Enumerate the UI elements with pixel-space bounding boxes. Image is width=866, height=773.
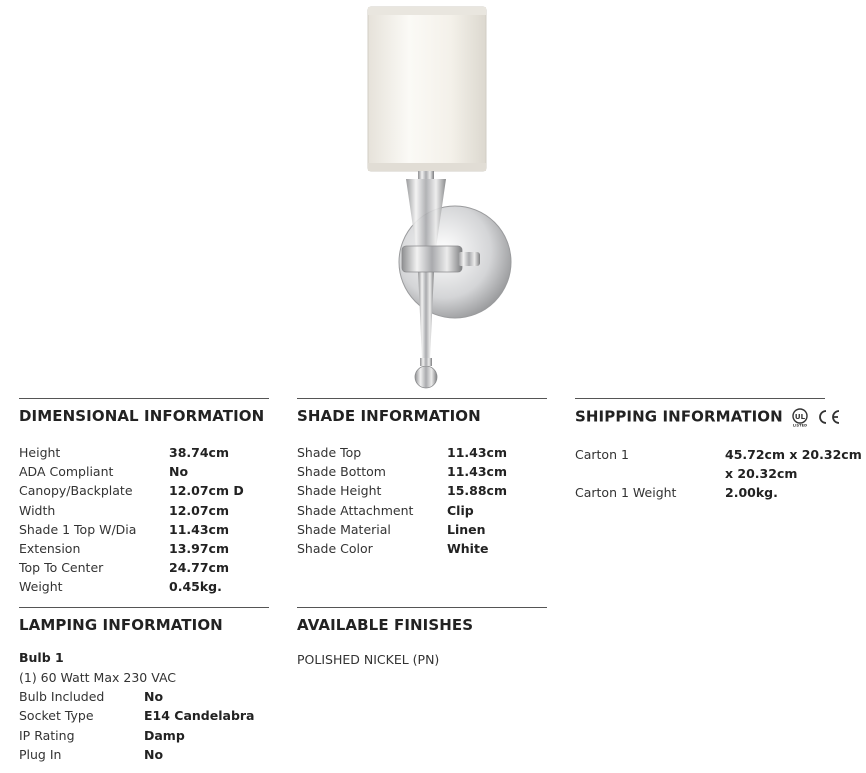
- shipping-title: [575, 407, 825, 427]
- spec-label: Shade Color: [297, 540, 373, 556]
- spec-row: [575, 445, 862, 464]
- spec-row: [19, 443, 269, 462]
- ul-listed-icon: [793, 409, 807, 427]
- spec-value: No: [144, 746, 164, 762]
- spec-value: Linen: [447, 521, 486, 537]
- spec-label: IP Rating: [19, 727, 75, 743]
- spec-value: 2.00kg.: [725, 485, 778, 501]
- spec-row: [19, 481, 269, 500]
- spec-label: Shade Top: [297, 445, 362, 460]
- spec-label: Canopy/Backplate: [19, 483, 133, 499]
- spec-label: ADA Compliant: [19, 464, 114, 480]
- lamping-title: LAMPING INFORMATION: [19, 616, 223, 634]
- spec-row: [297, 443, 547, 462]
- spec-value: 45.72cm x 20.32cm: [725, 447, 862, 462]
- spec-value: White: [447, 540, 489, 556]
- svg-text:UL: UL: [794, 413, 805, 421]
- spec-value: 11.43cm: [169, 521, 229, 537]
- spec-label: Bulb Included: [19, 689, 105, 705]
- shipping-rows: [575, 445, 862, 503]
- spec-label: Shade Material: [297, 521, 391, 537]
- certification-icons: [789, 407, 845, 427]
- spec-value: 11.43cm: [447, 464, 507, 480]
- bulb-title: Bulb 1: [19, 650, 64, 665]
- spec-row: [297, 501, 547, 520]
- spec-value: 12.07cm D: [169, 483, 244, 499]
- spec-row: [19, 706, 269, 725]
- spec-row: [19, 726, 269, 745]
- spec-row: [19, 745, 269, 764]
- svg-text:LISTED: LISTED: [792, 423, 807, 427]
- dimensional-title: DIMENSIONAL INFORMATION: [19, 407, 265, 425]
- shade-title: SHADE INFORMATION: [297, 407, 481, 425]
- lamping-rows: [19, 687, 269, 764]
- spec-label: Carton 1: [575, 447, 629, 462]
- spec-value: 12.07cm: [169, 502, 229, 518]
- spec-label: Carton 1 Weight: [575, 485, 677, 501]
- spec-row: [19, 687, 269, 706]
- dimensional-rows: [19, 443, 269, 597]
- spec-row: [297, 539, 547, 558]
- spec-value: Clip: [447, 502, 474, 518]
- spec-row: [297, 462, 547, 481]
- spec-value: x 20.32cm: [725, 466, 798, 482]
- spec-label: Weight: [19, 579, 63, 595]
- shipping-title-text: SHIPPING INFORMATION: [575, 407, 783, 426]
- lamping-section: [19, 607, 269, 764]
- spec-value: 13.97cm: [169, 540, 229, 556]
- spec-row: [297, 481, 547, 500]
- spec-label: Height: [19, 445, 61, 460]
- spec-value: 24.77cm: [169, 560, 229, 576]
- dimensional-section: [19, 398, 269, 597]
- spec-row: [19, 462, 269, 481]
- bulb-description: (1) 60 Watt Max 230 VAC: [19, 670, 177, 685]
- shade-rows: [297, 443, 547, 558]
- spec-value: No: [144, 689, 164, 705]
- spec-value: E14 Candelabra: [144, 708, 255, 724]
- spec-row: [19, 520, 269, 539]
- spec-row: [19, 577, 269, 596]
- spec-value: Damp: [144, 727, 185, 743]
- spec-row: [297, 520, 547, 539]
- spec-label: Plug In: [19, 746, 62, 762]
- finishes-section: [297, 607, 547, 669]
- product-image: [360, 0, 520, 394]
- ce-mark-icon: [820, 411, 839, 423]
- spec-value: 0.45kg.: [169, 579, 222, 595]
- spec-row: [19, 501, 269, 520]
- spec-value: 11.43cm: [447, 445, 507, 460]
- spec-label: Shade 1 Top W/Dia: [19, 521, 137, 537]
- spec-label: Socket Type: [19, 708, 94, 724]
- spec-label: Width: [19, 502, 56, 518]
- spec-label: Shade Height: [297, 483, 382, 499]
- spec-label: Shade Bottom: [297, 464, 386, 480]
- finish-item: POLISHED NICKEL (PN): [297, 652, 440, 667]
- spec-row: [19, 558, 269, 577]
- spec-value: No: [169, 464, 189, 480]
- spec-label: Shade Attachment: [297, 502, 414, 518]
- spec-row: [19, 539, 269, 558]
- spec-row: [575, 483, 825, 502]
- spec-label: Top To Center: [19, 560, 104, 576]
- shipping-section: [575, 398, 862, 503]
- spec-row: [575, 464, 825, 483]
- spec-value: 38.74cm: [169, 445, 229, 460]
- spec-value: 15.88cm: [447, 483, 507, 499]
- finishes-title: AVAILABLE FINISHES: [297, 616, 474, 634]
- spec-label: Extension: [19, 540, 81, 556]
- shade-section: [297, 398, 547, 558]
